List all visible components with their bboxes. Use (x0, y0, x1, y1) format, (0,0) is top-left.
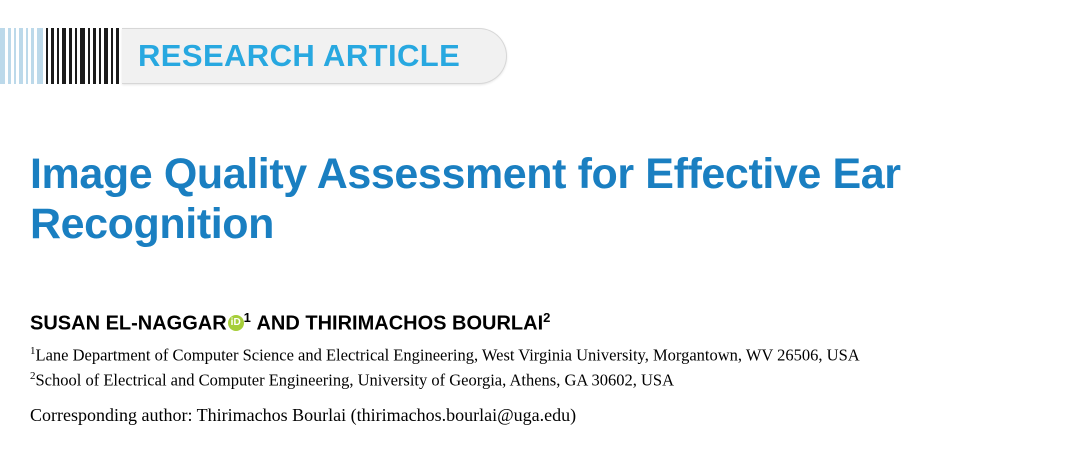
orcid-icon[interactable]: iD (228, 315, 244, 331)
barcode-bar (75, 28, 77, 84)
barcode-bar (116, 28, 119, 84)
affiliation-item (30, 366, 1060, 391)
author-affiliation-marker-second: 2 (543, 310, 551, 325)
banner-label: RESEARCH ARTICLE (138, 38, 461, 73)
barcode-bar (93, 28, 96, 84)
barcode-bar (26, 28, 28, 84)
barcode-bar (19, 28, 23, 84)
barcode-bar (57, 28, 59, 84)
author-list (30, 310, 1050, 336)
banner-pill (122, 28, 507, 84)
barcode-bar (62, 28, 66, 84)
author-affiliation-marker-first: 1 (243, 310, 251, 325)
corresponding-author: Corresponding author: Thirimachos Bourlai (thirimachos.bourlai@uga.edu) (30, 405, 577, 425)
author-name-second: THIRIMACHOS BOURLAI (305, 312, 544, 335)
affiliation-text: Lane Department of Computer Science and Electrical Engineering, West Virginia University, Morgantown, WV 26506, USA (35, 345, 860, 365)
barcode-bar (51, 28, 54, 84)
affiliation-list (30, 341, 1060, 390)
barcode-bar (80, 28, 85, 84)
barcode-decoration (0, 28, 122, 84)
author-name-first: SUSAN EL-NAGGAR (30, 312, 227, 335)
research-article-banner (0, 28, 507, 84)
barcode-bar (99, 28, 101, 84)
affiliation-item (30, 341, 1060, 366)
barcode-bar (14, 28, 16, 84)
barcode-bar (8, 28, 11, 84)
author-conjunction: AND (256, 312, 300, 335)
barcode-bar (69, 28, 72, 84)
barcode-bar (104, 28, 108, 84)
barcode-bar (0, 28, 5, 84)
barcode-bar (31, 28, 34, 84)
barcode-bar (46, 28, 48, 84)
affiliation-marker: 2 (30, 369, 36, 382)
affiliation-marker: 1 (30, 345, 36, 357)
page-title: Image Quality Assessment for Effective Ear Recognition (30, 149, 901, 248)
barcode-bar (111, 28, 113, 84)
barcode-bar (88, 28, 90, 84)
affiliation-text: School of Electrical and Computer Engineering, University of Georgia, Athens, GA 30602, USA (35, 370, 674, 389)
barcode-bar (37, 28, 43, 84)
